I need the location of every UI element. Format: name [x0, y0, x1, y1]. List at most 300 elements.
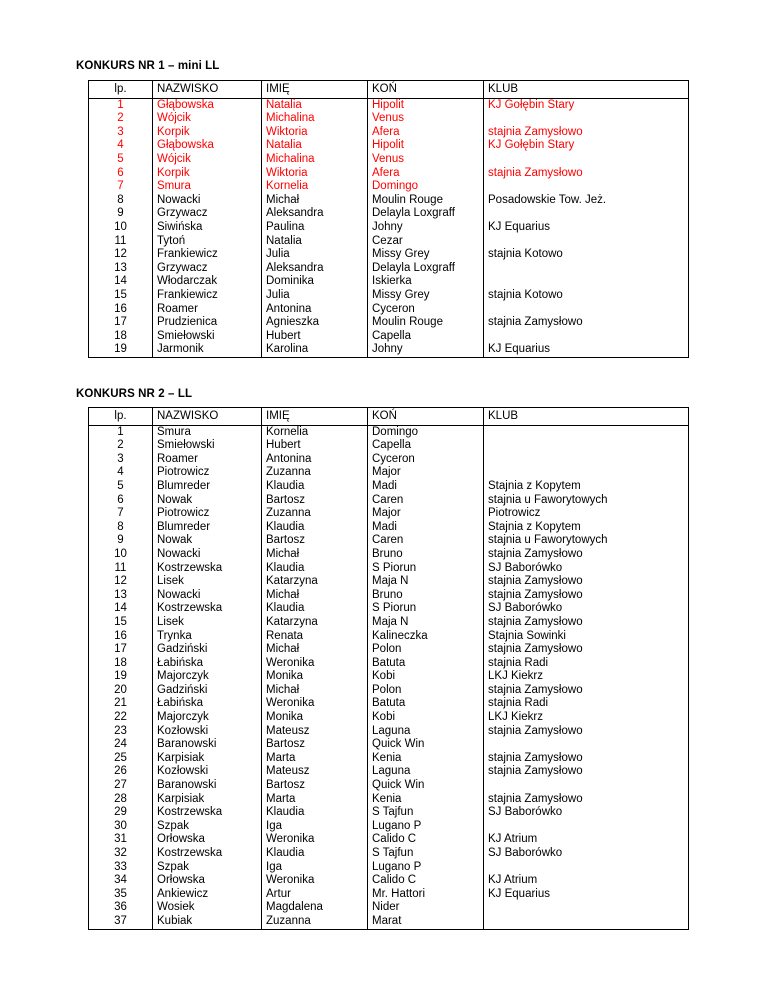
cell-nazwisko: Łabińska	[153, 697, 262, 711]
cell-kon: Domingo	[368, 180, 484, 194]
cell-nazwisko: Szpak	[153, 820, 262, 834]
cell-lp: 14	[89, 275, 153, 289]
cell-kon: Batuta	[368, 697, 484, 711]
cell-kon: Madi	[368, 521, 484, 535]
cell-klub: stajnia Radi	[484, 697, 689, 711]
cell-nazwisko: Prudzienica	[153, 316, 262, 330]
cell-nazwisko: Nowak	[153, 534, 262, 548]
cell-nazwisko: Wosiek	[153, 901, 262, 915]
table-row	[89, 507, 689, 521]
table-row	[89, 725, 689, 739]
cell-lp: 12	[89, 575, 153, 589]
col-header-klub: KLUB	[484, 408, 689, 426]
cell-kon: Cezar	[368, 235, 484, 249]
cell-lp: 5	[89, 480, 153, 494]
cell-imie: Karolina	[262, 343, 368, 357]
cell-imie: Paulina	[262, 221, 368, 235]
cell-imie: Magdalena	[262, 901, 368, 915]
results-table-1	[88, 80, 689, 358]
cell-lp: 16	[89, 630, 153, 644]
cell-lp: 6	[89, 494, 153, 508]
cell-klub: KJ Atrium	[484, 833, 689, 847]
cell-kon: Venus	[368, 112, 484, 126]
cell-imie: Iga	[262, 820, 368, 834]
cell-klub	[484, 235, 689, 249]
cell-nazwisko: Trynka	[153, 630, 262, 644]
table-row	[89, 738, 689, 752]
cell-kon: Batuta	[368, 657, 484, 671]
cell-lp: 28	[89, 793, 153, 807]
table-row	[89, 235, 689, 249]
cell-imie: Michalina	[262, 112, 368, 126]
cell-nazwisko: Siwińska	[153, 221, 262, 235]
cell-klub: stajnia Zamysłowo	[484, 643, 689, 657]
section-1-title: KONKURS NR 1 – mini LL	[76, 60, 220, 72]
table-row	[89, 425, 689, 439]
cell-lp: 13	[89, 262, 153, 276]
cell-lp: 11	[89, 235, 153, 249]
cell-nazwisko: Piotrowicz	[153, 507, 262, 521]
cell-klub	[484, 901, 689, 915]
col-header-kon: KOŃ	[368, 81, 484, 99]
table-row	[89, 847, 689, 861]
cell-lp: 6	[89, 167, 153, 181]
table-row	[89, 602, 689, 616]
cell-kon: Missy Grey	[368, 248, 484, 262]
table-row	[89, 221, 689, 235]
cell-klub	[484, 820, 689, 834]
cell-kon: Kenia	[368, 793, 484, 807]
table-row	[89, 575, 689, 589]
cell-nazwisko: Gadziński	[153, 684, 262, 698]
cell-imie: Zuzanna	[262, 466, 368, 480]
cell-klub	[484, 779, 689, 793]
cell-lp: 7	[89, 507, 153, 521]
table-row	[89, 643, 689, 657]
cell-klub: stajnia u Faworytowych	[484, 534, 689, 548]
table-row	[89, 820, 689, 834]
table-row	[89, 684, 689, 698]
cell-klub: Stajnia Sowinki	[484, 630, 689, 644]
cell-imie: Hubert	[262, 439, 368, 453]
cell-klub: stajnia Zamysłowo	[484, 684, 689, 698]
cell-nazwisko: Piotrowicz	[153, 466, 262, 480]
table-row	[89, 657, 689, 671]
cell-nazwisko: Kostrzewska	[153, 602, 262, 616]
cell-kon: Caren	[368, 494, 484, 508]
cell-klub	[484, 330, 689, 344]
cell-nazwisko: Kozłowski	[153, 725, 262, 739]
cell-kon: Calido C	[368, 874, 484, 888]
cell-kon: Johny	[368, 221, 484, 235]
table-row	[89, 874, 689, 888]
cell-lp: 3	[89, 453, 153, 467]
cell-kon: Iskierka	[368, 275, 484, 289]
cell-klub	[484, 153, 689, 167]
table-row	[89, 521, 689, 535]
cell-klub: stajnia Zamysłowo	[484, 575, 689, 589]
cell-nazwisko: Lisek	[153, 616, 262, 630]
table-row	[89, 167, 689, 181]
cell-lp: 36	[89, 901, 153, 915]
cell-klub	[484, 425, 689, 439]
cell-nazwisko: Korpik	[153, 126, 262, 140]
table-row	[89, 697, 689, 711]
cell-lp: 26	[89, 765, 153, 779]
cell-imie: Zuzanna	[262, 507, 368, 521]
cell-nazwisko: Roamer	[153, 303, 262, 317]
cell-lp: 15	[89, 289, 153, 303]
table-row	[89, 453, 689, 467]
cell-lp: 4	[89, 139, 153, 153]
cell-kon: S Piorun	[368, 602, 484, 616]
cell-kon: Delayla Loxgraff	[368, 207, 484, 221]
cell-lp: 8	[89, 521, 153, 535]
cell-imie: Michał	[262, 684, 368, 698]
cell-klub: KJ Equarius	[484, 343, 689, 357]
cell-imie: Mateusz	[262, 725, 368, 739]
cell-imie: Kornelia	[262, 180, 368, 194]
cell-nazwisko: Smiełowski	[153, 330, 262, 344]
cell-kon: Lugano P	[368, 861, 484, 875]
cell-kon: Hipolit	[368, 98, 484, 112]
cell-kon: Cyceron	[368, 453, 484, 467]
cell-imie: Klaudia	[262, 480, 368, 494]
table-row	[89, 153, 689, 167]
table-row	[89, 98, 689, 112]
cell-nazwisko: Śmiełowski	[153, 439, 262, 453]
cell-imie: Antonina	[262, 453, 368, 467]
table-row	[89, 534, 689, 548]
table-row	[89, 262, 689, 276]
table-row	[89, 833, 689, 847]
cell-imie: Weronika	[262, 697, 368, 711]
table-row	[89, 112, 689, 126]
cell-lp: 19	[89, 343, 153, 357]
cell-nazwisko: Nowak	[153, 494, 262, 508]
cell-nazwisko: Majorczyk	[153, 670, 262, 684]
cell-kon: Nider	[368, 901, 484, 915]
cell-nazwisko: Grzywacz	[153, 207, 262, 221]
cell-klub: SJ Baborówko	[484, 602, 689, 616]
table-row	[89, 888, 689, 902]
cell-klub	[484, 915, 689, 929]
cell-klub: KJ Equarius	[484, 888, 689, 902]
cell-imie: Zuzanna	[262, 915, 368, 929]
col-header-lp: lp.	[89, 81, 153, 99]
cell-lp: 24	[89, 738, 153, 752]
cell-nazwisko: Frankiewicz	[153, 248, 262, 262]
cell-kon: S Tajfun	[368, 806, 484, 820]
cell-klub: stajnia Zamysłowo	[484, 589, 689, 603]
table-row	[89, 466, 689, 480]
cell-imie: Katarzyna	[262, 575, 368, 589]
cell-klub: stajnia Zamysłowo	[484, 316, 689, 330]
cell-imie: Hubert	[262, 330, 368, 344]
cell-kon: Calido C	[368, 833, 484, 847]
cell-klub	[484, 303, 689, 317]
cell-klub: Stajnia z Kopytem	[484, 521, 689, 535]
cell-klub: stajnia u Faworytowych	[484, 494, 689, 508]
cell-imie: Aleksandra	[262, 207, 368, 221]
cell-lp: 20	[89, 684, 153, 698]
table-row	[89, 126, 689, 140]
cell-kon: Missy Grey	[368, 289, 484, 303]
cell-kon: Kobi	[368, 670, 484, 684]
cell-nazwisko: Nowacki	[153, 548, 262, 562]
cell-lp: 7	[89, 180, 153, 194]
cell-imie: Weronika	[262, 874, 368, 888]
table-row	[89, 630, 689, 644]
cell-nazwisko: Majorczyk	[153, 711, 262, 725]
cell-nazwisko: Nowacki	[153, 589, 262, 603]
cell-imie: Aleksandra	[262, 262, 368, 276]
col-header-imie: IMIĘ	[262, 81, 368, 99]
cell-kon: Venus	[368, 153, 484, 167]
cell-lp: 8	[89, 194, 153, 208]
cell-klub	[484, 262, 689, 276]
cell-nazwisko: Szpak	[153, 861, 262, 875]
cell-imie: Klaudia	[262, 806, 368, 820]
cell-kon: S Tajfun	[368, 847, 484, 861]
cell-nazwisko: Łabińska	[153, 657, 262, 671]
cell-kon: Moulin Rouge	[368, 194, 484, 208]
cell-klub: LKJ Kiekrz	[484, 711, 689, 725]
cell-kon: Bruno	[368, 548, 484, 562]
cell-nazwisko: Głąbowska	[153, 139, 262, 153]
cell-nazwisko: Lisek	[153, 575, 262, 589]
cell-nazwisko: Włodarczak	[153, 275, 262, 289]
cell-lp: 27	[89, 779, 153, 793]
cell-nazwisko: Kostrzewska	[153, 806, 262, 820]
table-row	[89, 616, 689, 630]
cell-lp: 10	[89, 221, 153, 235]
cell-lp: 17	[89, 316, 153, 330]
cell-lp: 17	[89, 643, 153, 657]
cell-klub: stajnia Zamysłowo	[484, 616, 689, 630]
table-row	[89, 548, 689, 562]
table-row	[89, 589, 689, 603]
table-row	[89, 207, 689, 221]
cell-imie: Bartosz	[262, 534, 368, 548]
cell-kon: Kenia	[368, 752, 484, 766]
cell-kon: Moulin Rouge	[368, 316, 484, 330]
col-header-klub: KLUB	[484, 81, 689, 99]
cell-klub: Posadowskie Tow. Jeż.	[484, 194, 689, 208]
cell-lp: 16	[89, 303, 153, 317]
cell-klub	[484, 861, 689, 875]
cell-imie: Michał	[262, 548, 368, 562]
col-header-nazwisko: NAZWISKO	[153, 408, 262, 426]
cell-kon: Lugano P	[368, 820, 484, 834]
cell-nazwisko: Wójcik	[153, 112, 262, 126]
table-row	[89, 915, 689, 929]
cell-nazwisko: Gadziński	[153, 643, 262, 657]
cell-kon: Madi	[368, 480, 484, 494]
table-row	[89, 752, 689, 766]
cell-klub	[484, 453, 689, 467]
section-2-title: KONKURS NR 2 – LL	[76, 388, 193, 400]
cell-nazwisko: Karpisiak	[153, 752, 262, 766]
cell-nazwisko: Smura	[153, 180, 262, 194]
cell-klub: stajnia Zamysłowo	[484, 752, 689, 766]
cell-nazwisko: Orłowska	[153, 833, 262, 847]
cell-lp: 1	[89, 425, 153, 439]
cell-lp: 37	[89, 915, 153, 929]
cell-lp: 3	[89, 126, 153, 140]
cell-kon: Major	[368, 466, 484, 480]
table-row	[89, 289, 689, 303]
cell-lp: 18	[89, 330, 153, 344]
cell-klub: stajnia Radi	[484, 657, 689, 671]
cell-klub	[484, 180, 689, 194]
cell-klub: stajnia Zamysłowo	[484, 548, 689, 562]
cell-imie: Klaudia	[262, 602, 368, 616]
cell-lp: 9	[89, 207, 153, 221]
cell-nazwisko: Kostrzewska	[153, 847, 262, 861]
cell-nazwisko: Jarmonik	[153, 343, 262, 357]
cell-kon: Polon	[368, 684, 484, 698]
cell-lp: 32	[89, 847, 153, 861]
cell-nazwisko: Roamer	[153, 453, 262, 467]
cell-kon: Marat	[368, 915, 484, 929]
table-row	[89, 139, 689, 153]
cell-imie: Agnieszka	[262, 316, 368, 330]
cell-kon: Major	[368, 507, 484, 521]
cell-klub: stajnia Zamysłowo	[484, 725, 689, 739]
cell-kon: Afera	[368, 126, 484, 140]
cell-nazwisko: Tytoń	[153, 235, 262, 249]
cell-kon: Capella	[368, 330, 484, 344]
cell-lp: 2	[89, 112, 153, 126]
cell-lp: 21	[89, 697, 153, 711]
cell-klub: SJ Baborówko	[484, 562, 689, 576]
cell-lp: 35	[89, 888, 153, 902]
cell-lp: 22	[89, 711, 153, 725]
cell-lp: 4	[89, 466, 153, 480]
col-header-imie: IMIĘ	[262, 408, 368, 426]
cell-imie: Katarzyna	[262, 616, 368, 630]
cell-kon: Maja N	[368, 616, 484, 630]
cell-klub: stajnia Kotowo	[484, 289, 689, 303]
cell-klub: Stajnia z Kopytem	[484, 480, 689, 494]
cell-kon: Kalineczka	[368, 630, 484, 644]
cell-kon: S Piorun	[368, 562, 484, 576]
cell-kon: Domingo	[368, 425, 484, 439]
cell-kon: Laguna	[368, 765, 484, 779]
table-row	[89, 330, 689, 344]
cell-nazwisko: Orłowska	[153, 874, 262, 888]
cell-lp: 2	[89, 439, 153, 453]
cell-imie: Klaudia	[262, 521, 368, 535]
cell-klub	[484, 738, 689, 752]
table-row	[89, 439, 689, 453]
cell-klub: KJ Atrium	[484, 874, 689, 888]
cell-nazwisko: Karpisiak	[153, 793, 262, 807]
cell-lp: 12	[89, 248, 153, 262]
results-table-2	[88, 407, 689, 930]
cell-klub	[484, 207, 689, 221]
cell-klub: LKJ Kiekrz	[484, 670, 689, 684]
cell-lp: 10	[89, 548, 153, 562]
cell-lp: 34	[89, 874, 153, 888]
cell-klub	[484, 275, 689, 289]
cell-nazwisko: Blumreder	[153, 480, 262, 494]
cell-kon: Bruno	[368, 589, 484, 603]
cell-klub: stajnia Zamysłowo	[484, 167, 689, 181]
cell-imie: Michał	[262, 589, 368, 603]
cell-kon: Quick Win	[368, 779, 484, 793]
cell-imie: Dominika	[262, 275, 368, 289]
cell-nazwisko: Smura	[153, 425, 262, 439]
cell-klub: SJ Baborówko	[484, 847, 689, 861]
cell-imie: Monika	[262, 670, 368, 684]
cell-imie: Weronika	[262, 833, 368, 847]
cell-lp: 11	[89, 562, 153, 576]
cell-nazwisko: Grzywacz	[153, 262, 262, 276]
table-row	[89, 343, 689, 357]
col-header-nazwisko: NAZWISKO	[153, 81, 262, 99]
cell-imie: Michał	[262, 643, 368, 657]
cell-lp: 33	[89, 861, 153, 875]
cell-kon: Quick Win	[368, 738, 484, 752]
cell-kon: Capella	[368, 439, 484, 453]
cell-imie: Kornelia	[262, 425, 368, 439]
table-header-row	[89, 81, 689, 99]
table-row	[89, 793, 689, 807]
cell-klub: KJ Gołębin Stary	[484, 139, 689, 153]
cell-nazwisko: Nowacki	[153, 194, 262, 208]
cell-lp: 23	[89, 725, 153, 739]
cell-kon: Laguna	[368, 725, 484, 739]
cell-nazwisko: Blumreder	[153, 521, 262, 535]
col-header-lp: lp.	[89, 408, 153, 426]
cell-nazwisko: Kostrzewska	[153, 562, 262, 576]
table-row	[89, 861, 689, 875]
table-row	[89, 901, 689, 915]
cell-lp: 30	[89, 820, 153, 834]
table-header-row	[89, 408, 689, 426]
cell-lp: 25	[89, 752, 153, 766]
cell-lp: 15	[89, 616, 153, 630]
table-row	[89, 494, 689, 508]
table-row	[89, 303, 689, 317]
cell-klub: stajnia Zamysłowo	[484, 793, 689, 807]
cell-lp: 14	[89, 602, 153, 616]
cell-klub	[484, 439, 689, 453]
cell-klub: stajnia Zamysłowo	[484, 765, 689, 779]
cell-imie: Antonina	[262, 303, 368, 317]
cell-nazwisko: Ankiewicz	[153, 888, 262, 902]
table-row	[89, 480, 689, 494]
cell-klub	[484, 466, 689, 480]
cell-kon: Cyceron	[368, 303, 484, 317]
cell-kon: Caren	[368, 534, 484, 548]
table-row	[89, 194, 689, 208]
cell-imie: Marta	[262, 793, 368, 807]
table-row	[89, 180, 689, 194]
table-row	[89, 275, 689, 289]
cell-imie: Artur	[262, 888, 368, 902]
cell-imie: Renata	[262, 630, 368, 644]
cell-imie: Bartosz	[262, 779, 368, 793]
table-row	[89, 670, 689, 684]
table-row	[89, 765, 689, 779]
cell-imie: Wiktoria	[262, 126, 368, 140]
cell-imie: Julia	[262, 248, 368, 262]
table-row	[89, 779, 689, 793]
cell-nazwisko: Wójcik	[153, 153, 262, 167]
